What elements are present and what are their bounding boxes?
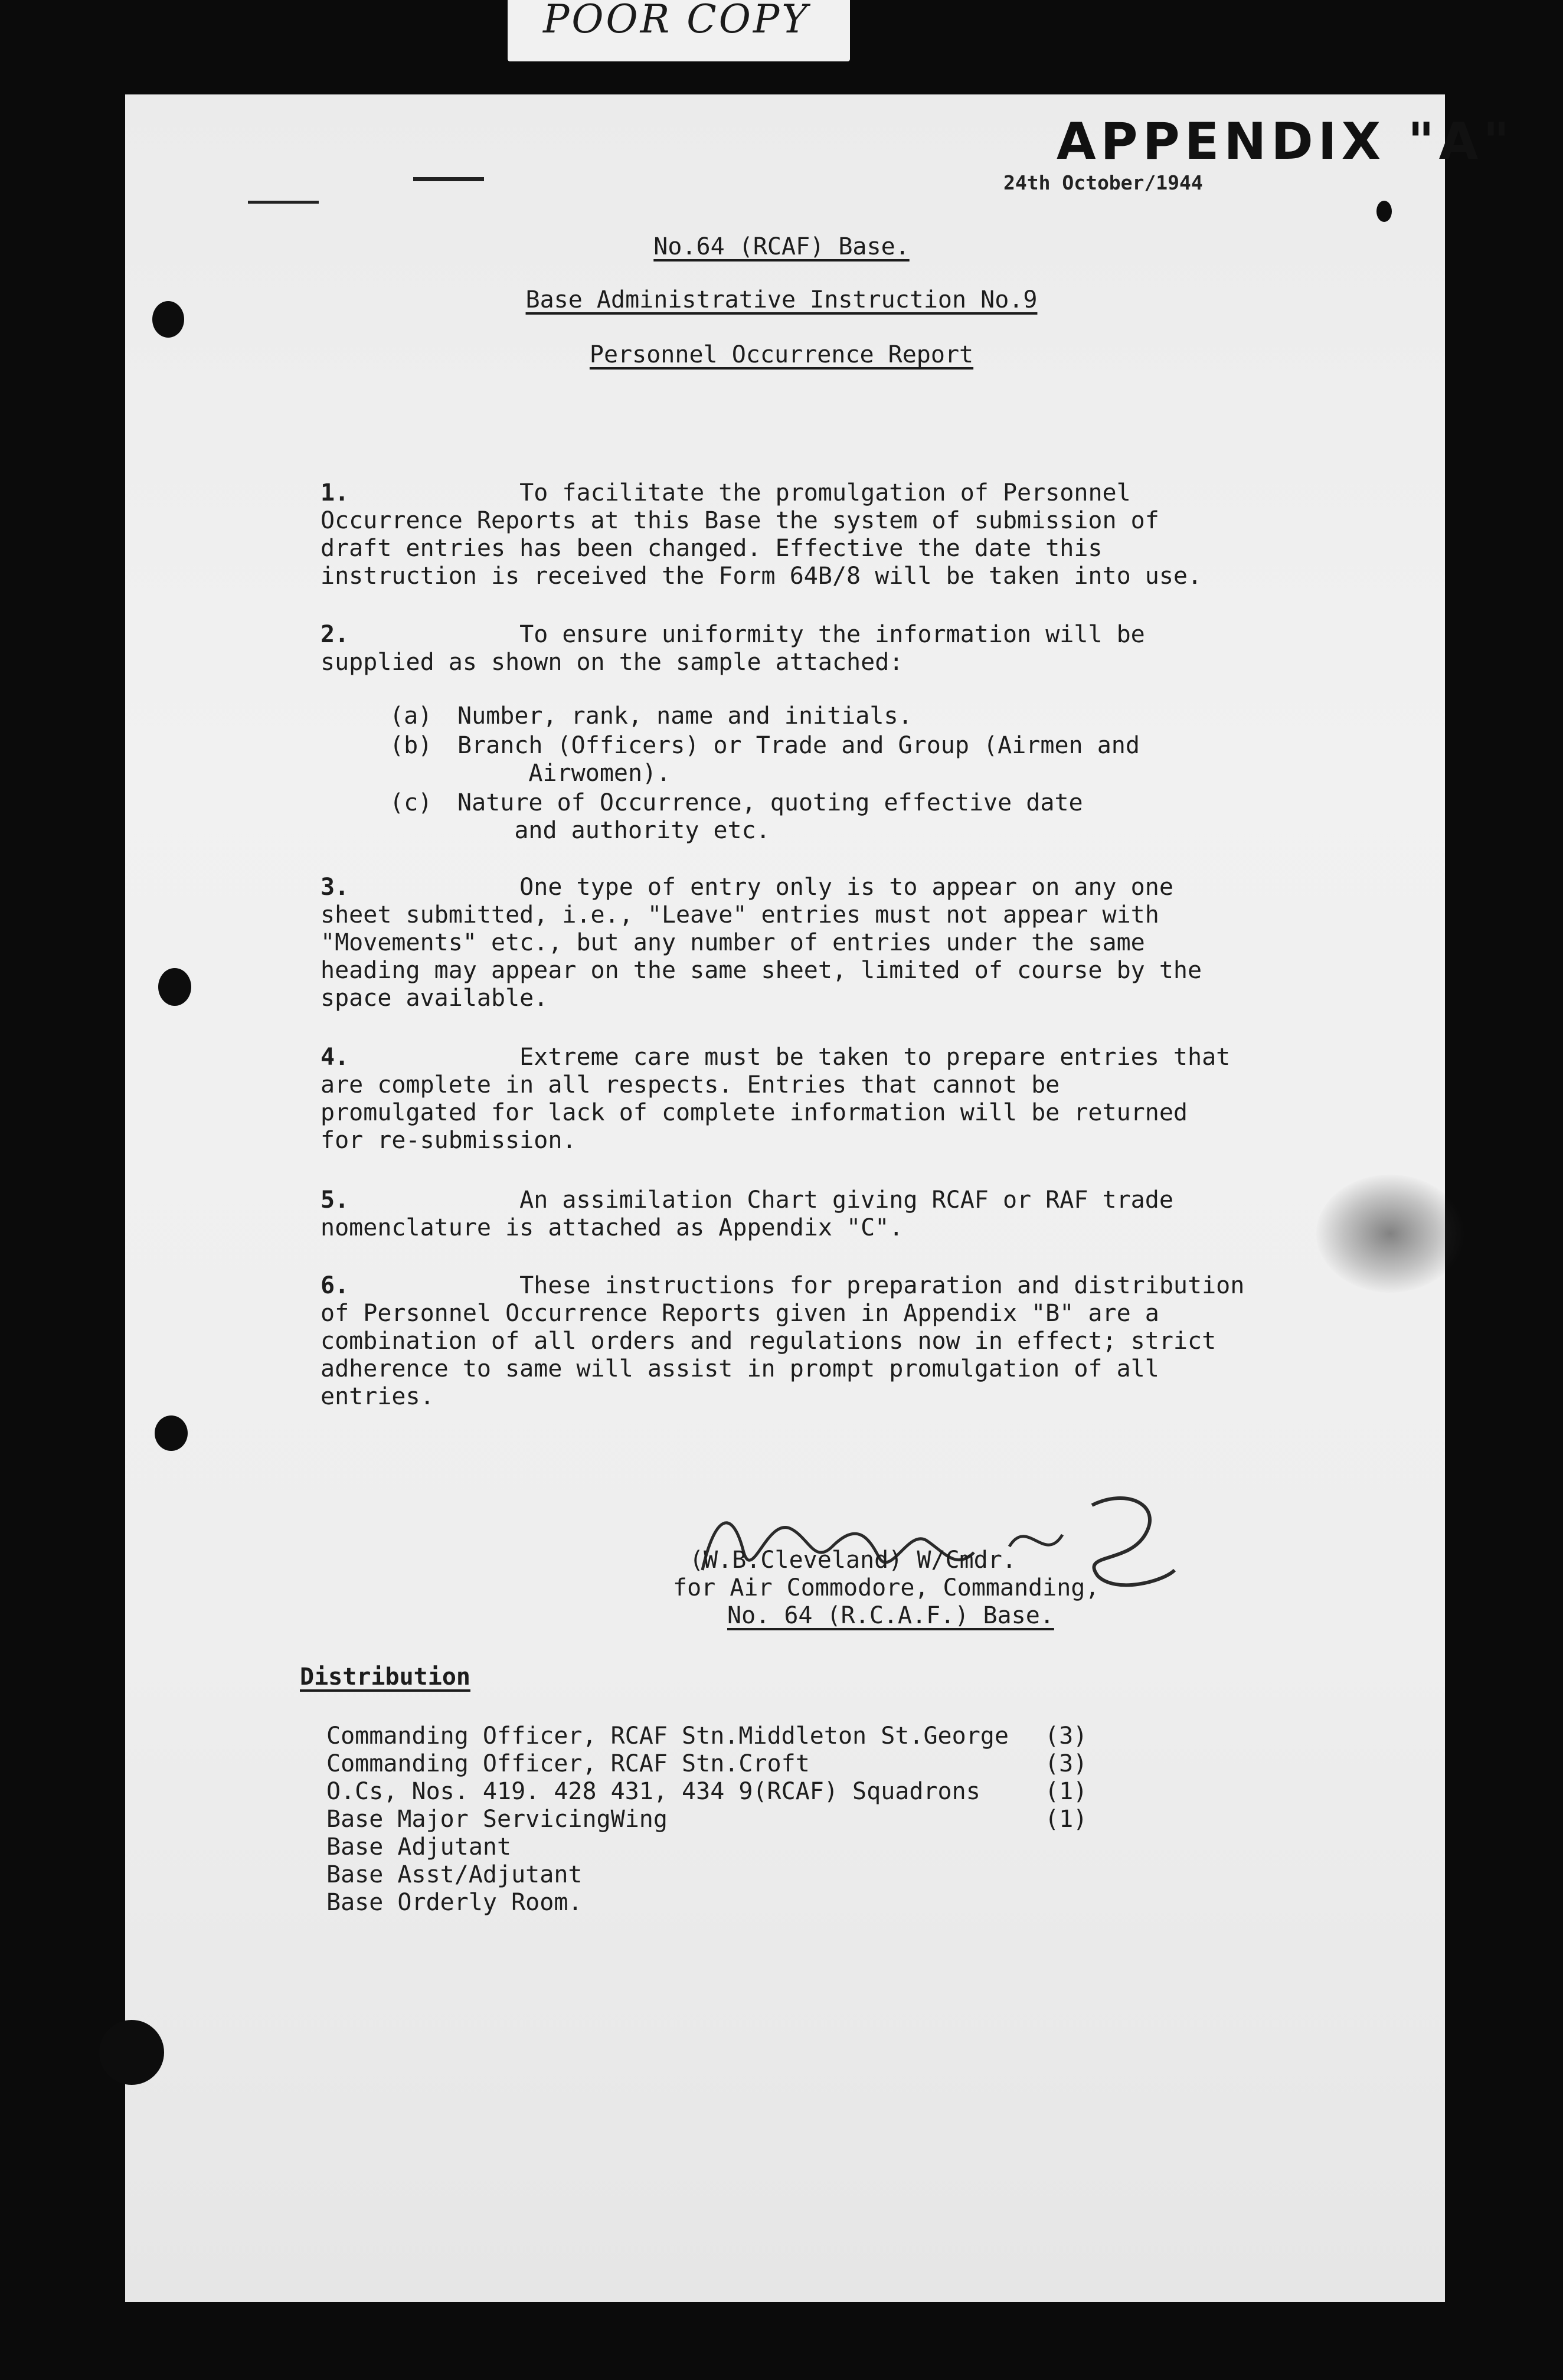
distribution-count: (1)	[1045, 1778, 1088, 1805]
paragraph-number: 3.	[321, 874, 349, 901]
signature-for-line: for Air Commodore, Commanding,	[673, 1574, 1100, 1601]
punch-hole	[158, 968, 191, 1006]
paragraph-line: entries.	[321, 1383, 434, 1410]
sub-item-c-text: Nature of Occurrence, quoting effective date and authority etc.	[457, 789, 1083, 844]
distribution-count: (3)	[1045, 1750, 1088, 1777]
paragraph-line: sheet submitted, i.e., "Leave" entries must not appear with	[321, 901, 1159, 929]
paragraph-line: adherence to same will assist in prompt promulgation of all	[321, 1355, 1159, 1382]
ink-dash	[248, 201, 319, 204]
base-title: No.64 (RCAF) Base.	[653, 233, 910, 260]
paragraph-line: heading may appear on the same sheet, limited of course by the	[321, 957, 1202, 984]
sub-item-c-label: (c)	[390, 789, 433, 816]
paragraph-line: One type of entry only is to appear on any one	[349, 874, 1173, 901]
distribution-row: Base Adjutant	[326, 1833, 512, 1861]
paragraph-line: nomenclature is attached as Appendix "C".	[321, 1214, 904, 1241]
paragraph-1	[321, 479, 1230, 590]
sub-item-b-text: Branch (Officers) or Trade and Group (Airmen and Airwomen).	[457, 732, 1140, 787]
distribution-row: Commanding Officer, RCAF Stn.Middleton St.George	[326, 1722, 1009, 1750]
paragraph-number: 2.	[321, 621, 349, 648]
paragraph-line: of Personnel Occurrence Reports given in Appendix "B" are a	[321, 1300, 1159, 1327]
paragraph-line: "Movements" etc., but any number of entries under the same	[321, 929, 1145, 956]
paragraph-2	[321, 621, 1230, 676]
paragraph-line: Extreme care must be taken to prepare entries that	[349, 1044, 1231, 1071]
paragraph-line: instruction is received the Form 64B/8 will be taken into use.	[321, 563, 1202, 590]
paragraph-4	[321, 1044, 1230, 1155]
paragraph-3	[321, 874, 1230, 1012]
paragraph-line: supplied as shown on the sample attached:	[321, 649, 904, 676]
distribution-heading: Distribution	[300, 1663, 470, 1691]
document-date: 24th October/1944	[1003, 171, 1203, 194]
paragraph-line: draft entries has been changed. Effective the date this	[321, 535, 1103, 562]
paragraph-line: Occurrence Reports at this Base the system of submission of	[321, 507, 1159, 534]
paragraph-number: 6.	[321, 1272, 349, 1299]
instruction-title: Base Administrative Instruction No.9	[525, 286, 1038, 313]
distribution-count: (3)	[1045, 1722, 1088, 1750]
appendix-label: APPENDIX "A"	[1057, 112, 1515, 171]
paragraph-line: combination of all orders and regulations now in effect; strict	[321, 1328, 1217, 1355]
signature-unit-line: No. 64 (R.C.A.F.) Base.	[727, 1602, 1054, 1629]
paragraph-line: These instructions for preparation and distribution	[349, 1272, 1245, 1299]
distribution-row: Base Major ServicingWing	[326, 1806, 668, 1833]
subject-title: Personnel Occurrence Report	[589, 341, 974, 368]
distribution-row: Commanding Officer, RCAF Stn.Croft	[326, 1750, 810, 1777]
punch-hole	[1376, 201, 1392, 222]
signature-name: (W.B.Cleveland) W/Cmdr.	[689, 1547, 1016, 1574]
distribution-row: O.Cs, Nos. 419. 428 431, 434 9(RCAF) Squadrons	[326, 1778, 980, 1805]
ink-smudge	[1316, 1175, 1464, 1293]
paragraph-6	[321, 1272, 1245, 1411]
punch-hole	[155, 1415, 188, 1451]
sub-item-a-label: (a)	[390, 702, 433, 730]
paragraph-number: 1.	[321, 479, 349, 506]
paragraph-number: 4.	[321, 1044, 349, 1071]
distribution-count: (1)	[1045, 1806, 1088, 1833]
sub-item-b-label: (b)	[390, 732, 433, 759]
paragraph-line: An assimilation Chart giving RCAF or RAF trade	[349, 1186, 1173, 1214]
paragraph-line: promulgated for lack of complete information will be returned	[321, 1099, 1188, 1126]
paragraph-line: are complete in all respects. Entries that cannot be	[321, 1071, 1060, 1099]
distribution-row: Base Asst/Adjutant	[326, 1861, 583, 1888]
sub-item-a-text: Number, rank, name and initials.	[457, 702, 913, 730]
poor-copy-tab	[508, 0, 850, 61]
paragraph-line: To facilitate the promulgation of Personnel	[349, 479, 1131, 506]
paragraph-line: for re-submission.	[321, 1127, 577, 1154]
punch-hole	[99, 2020, 164, 2085]
ink-dash	[413, 177, 484, 181]
paragraph-line: To ensure uniformity the information will be	[349, 621, 1145, 648]
distribution-row: Base Orderly Room.	[326, 1889, 583, 1916]
paragraph-line: space available.	[321, 985, 548, 1012]
paragraph-5	[321, 1186, 1230, 1242]
poor-copy-label: POOR COPY	[543, 0, 810, 42]
paragraph-number: 5.	[321, 1186, 349, 1214]
